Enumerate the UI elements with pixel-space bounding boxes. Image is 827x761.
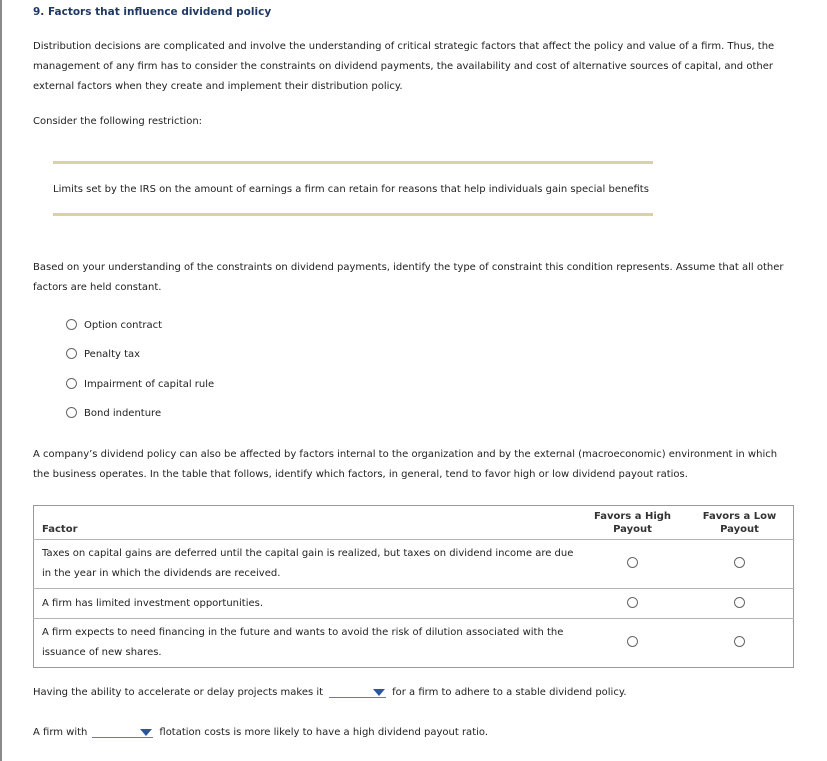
radio-button[interactable] [66, 378, 77, 389]
cell-favors-low [686, 589, 794, 619]
radio-button[interactable] [66, 407, 77, 418]
ease-dropdown[interactable] [329, 684, 386, 698]
dropdown-arrow-icon [140, 729, 152, 736]
intro-paragraph: Distribution decisions are complicated and involve the understanding of critical strategic factors that affect the policy and value of a firm. Thus, the management of any firm has to consider the constraints on dividend payments, the availability and cost of alternative sources of capital, and other external factors when they create and implement their distribution policy. [33, 41, 775, 92]
radio-high-payout[interactable] [627, 557, 638, 568]
table-row [34, 540, 794, 589]
radio-low-payout[interactable] [734, 636, 745, 647]
sentence-stable-policy [33, 684, 627, 698]
cell-favors-high [579, 589, 686, 619]
callout-bottom-rule [53, 213, 653, 216]
radio-button[interactable] [66, 348, 77, 359]
header-favors-low: Favors a Low Payout [702, 511, 777, 535]
sentence-flotation-costs [33, 724, 488, 738]
factor-text: A firm expects to need financing in the future and wants to avoid the risk of dilution associated with the issuance of new shares. [34, 619, 580, 668]
radio-high-payout[interactable] [627, 636, 638, 647]
restriction-text: Limits set by the IRS on the amount of earnings a firm can retain for reasons that help individuals gain special benefits [53, 184, 649, 195]
consider-label: Consider the following restriction: [33, 116, 203, 127]
option-label: Impairment of capital rule [84, 378, 215, 390]
cell-favors-low [686, 540, 794, 589]
constraint-prompt: Based on your understanding of the constraints on dividend payments, identify the type of constraint this condition represents. Assume that all other factors are held constant. [33, 262, 784, 293]
option-impairment-of-capital-rule[interactable] [66, 373, 214, 402]
factor-text: Taxes on capital gains are deferred until the capital gain is realized, but taxes on dividend income are due in the year in which the dividends are received. [34, 540, 580, 589]
factor-text: A firm has limited investment opportunities. [34, 589, 580, 619]
cell-favors-low [686, 619, 794, 668]
table-header-row [34, 506, 794, 540]
option-label: Bond indenture [84, 408, 162, 420]
radio-low-payout[interactable] [734, 597, 745, 608]
table-intro-paragraph: A company’s dividend policy can also be affected by factors internal to the organization and by the external (macroeconomic) environment in which the business operates. In the table that follows, identify which factors, in general, tend to favor high or low dividend payout ratios. [33, 449, 778, 480]
table-row [34, 589, 794, 619]
option-bond-indenture[interactable] [66, 402, 214, 431]
option-option-contract[interactable] [66, 314, 214, 343]
option-label: Option contract [84, 320, 163, 332]
constraint-options [66, 314, 214, 431]
header-favors-high: Favors a High Payout [593, 511, 672, 535]
header-factor: Factor [42, 524, 78, 535]
dropdown-arrow-icon [373, 689, 385, 696]
sentence-text-after: for a firm to adhere to a stable dividend policy. [392, 687, 627, 698]
table-row [34, 619, 794, 668]
option-penalty-tax[interactable] [66, 343, 214, 372]
question-title: 9. Factors that influence dividend policy [33, 6, 272, 18]
flotation-cost-dropdown[interactable] [92, 724, 153, 738]
radio-button[interactable] [66, 319, 77, 330]
option-label: Penalty tax [84, 349, 141, 361]
left-border [0, 0, 2, 761]
sentence-text-before: Having the ability to accelerate or delay projects makes it [33, 687, 324, 698]
sentence-text-before: A firm with [33, 727, 88, 738]
radio-high-payout[interactable] [627, 597, 638, 608]
factors-table [33, 505, 794, 668]
callout-top-rule [53, 161, 653, 164]
cell-favors-high [579, 540, 686, 589]
sentence-text-after: flotation costs is more likely to have a high dividend payout ratio. [159, 727, 489, 738]
radio-low-payout[interactable] [734, 557, 745, 568]
cell-favors-high [579, 619, 686, 668]
